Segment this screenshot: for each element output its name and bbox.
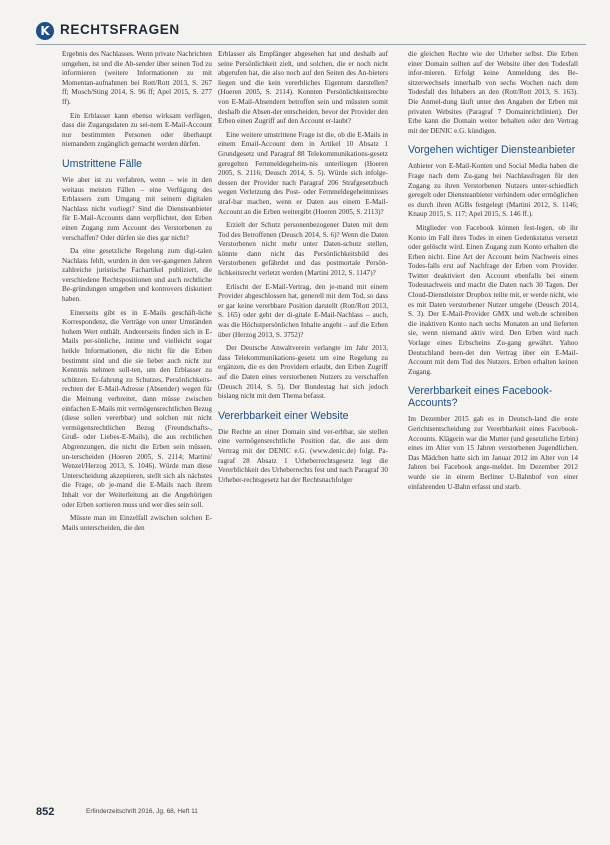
journal-citation: Erfinderzeitschrift 2016, Jg. 68, Heft 11 (86, 808, 198, 815)
body-paragraph: Erlischt der E-Mail-Vertrag, den je-mand mit einem Provider abgeschlossen hat, generell mit dem Tod, so dass er gar keine vererbbare Position darstellt (Rott/Rott 2013, S. 165) oder geht der di-gitale E-Mail-Nachlass – auch, was die Höchstpersönlichen Inhalte angeht – auf die Erben über (Herzog 2013, S. 3752)? (218, 282, 388, 339)
section-heading: Vererbbarkeit einer Website (218, 409, 349, 422)
section-badge-icon: K (36, 22, 54, 40)
page-number: 852 (36, 806, 55, 818)
body-paragraph: Im Dezember 2015 gab es in Deutsch-land die erste Gerichtsentscheidung zur Vererbbarkeit eines Facebook-Accounts. Klägerin war die Mutter (und gesetzliche Erbin) eines im Alter von 15 Jahren verstorbenen Jugendlichen. Das Mädchen hatte sich im Januar 2012 im Alter von 14 Jahren bei Facebook ange-meldet. Im Dezember 2012 wurde sie in einem Berliner U-Bahnhof von einer einfahrenden U-Bahn erfasst und starb. (408, 415, 578, 491)
body-paragraph: Wie aber ist zu verfahren, wenn – wie in den weitaus meisten Fällen – eine Verfügung des Erblassers zum Umgang mit seinem digitalen Nachlass nicht vorliegt? Sind die Diensteanbieter für E-Mail-Accounts dann verpflichtet, den Erben einen Zugang zum Account des Verstorbenen zu verschaffen? Oder dürfen sie dies gar nicht? (62, 175, 212, 242)
section-heading: Vorgehen wichtiger Diensteanbieter (408, 144, 576, 157)
body-paragraph: Der Deutsche Anwaltverein verlangte im Jahr 2013, dass Telekommunikations-gesetz um eine Regelung zu ergänzen, die es den Providern erlaubt, den Erben Zugriff auf die Daten eines verstorbenen Nutzers zu verschaffen (Deusch 2014, S. 5). Der Bundestag hat sich jedoch bislang nicht mit dem Thema befasst. (218, 344, 388, 401)
section-header (36, 20, 586, 44)
section-heading: Vererbbarkeit eines Facebook-Accounts? (408, 385, 553, 410)
body-paragraph: Ergebnis des Nachlasses. Wenn private Nachrichten umgehen, ist und die Ab-sender über seinen Tod zu informieren (weitere Informationen zu mit Momentan-aufnahmen bei Rott/Rott 2013, S. 267 ff; Mosch/Sting 2014, S. 96 ff; Apel 2015, S. 277 ff). (62, 50, 212, 106)
body-paragraph: Einerseits gibt es in E-Mails geschäft-liche Korrespondenz, die Verträge von unter Umständen hohem Wert enthält. Andererseits finden sich in E-Mails per-sönliche, intime und vielleicht sogar heikle Informationen, die nicht für die Erben bestimmt sind und die sie lieber auch nicht zur Kenntnis nehmen soll-ten, um den Erblasser zu schützen. Er-fahrung zu Schutzes, Persönlichkeits-rechten der E-Mail-Adresse (Absender) wegen für die Meinung verbreitet, dann müsse zwischen einfachen E-Mails mit vermögensrechtlichen Bezug (diese sollen vererbbar) und solchen mit nicht vermögensrechtlichen Bezug (Freundschafts-, Gruß- oder Liebes-E-Mails), die aus rechtlichen Abgrenzungen, die nicht die Erben sein müssen, un-terscheiden (Hoeren 2005, S. 2114; Martini/ Wenzel/Herzog 2013, S. 1046). Würde man diese Unterscheidung akzeptieren, stellt sich als nächstes die Frage, ob je-mand die E-Mails nach ihrem Inhalt vor der Weiterleitung an die Angehörigen oder Erben sortieren muss und wer dies sein soll. (62, 308, 212, 509)
body-paragraph: Ein Erblasser kann ebenso wirksam verfügen, dass die Zugangsdaten zu sei-nem E-Mail-Account nur bestimmten Personen oder überhaupt niemandem zugänglich gemacht werden dürfen. (62, 111, 212, 149)
body-paragraph: die gleichen Rechte wie der Urheber selbst. Die Erben einer Domain sollten auf der Website über den Todesfall infor-mieren. Erfolgt keine Anmeldung des Be-sitzerwechsels innerhalb von sechs Wochen nach dem Todesfall des Inhabers an den (Rott/Rott 2013, S. 163). Die Anmel-dung läuft unter den Angaben der Erben mit privaten Websites (Paragraf 7 Domainrichtlinien). Der Erbe kann die Domain weiter behalten oder den Vertrag mit der DENIC e.G. kündigen. (408, 50, 578, 135)
body-paragraph: Erblasser als Empfänger abgesehen hat und deshalb auf seine Persönlichkeit zielt, und solchen, die er noch nicht abgerufen hat, die also noch auf den Seiten des An-bieters liegen und die kein vererbliches Eigentum darstellen? (Hoeren 2005, S. 2114). Konnten Persönlichkeitsrechte von E-Mail-Absendern betroffen sein und müssten somit deshalb die Absen-der entscheiden, bevor der Provider den Erben einen Zugriff auf den Account er-laubt? (218, 50, 388, 126)
body-paragraph: Anbieter von E-Mail-Konten und Social Media haben die Frage nach dem Zu-gang bei Nachlassfragen für den Zugang zu ihren Verstorbenen Nutzers unter-schiedlich geregelt oder Diensteanbieter verhindern oder ermöglichen es durch ihren AGBs festgelegt (Martini 2012, S. 1146; Knaup 2015, S. 117; Apel 2015, S. 146 ff.). (408, 162, 578, 219)
column-2 (218, 50, 388, 811)
body-paragraph: Erzielt der Schutz personenbezogener Daten mit dem Tod des Betroffenen (Deusch 2014, S. 6)? Wenn die Daten Verstorbenen nicht mehr unter Daten-schutz stellen, könnte dann nicht das Persönlichkeitsbild des Verstorbenen gefährdet und das postmortale Persön-lichkeitsrecht verletzt werden (Martini 2012, S. 1147)? (218, 221, 388, 278)
column-3 (408, 50, 578, 811)
body-paragraph: Eine weitere umstrittene Frage ist die, ob die E-Mails in einem Email-Account dem in Artikel 10 Absatz 1 Grundgesetz und Paragraf 88 Telekommunikations-gesetz geregelten Fernmeldegeheim-nis unterliegen (Hoeren 2005, S. 2116; Deusch 2014, S. 5). Würde sich infolge-dessen der Provider nach Paragraf 206 Strafgesetzbuch wegen Verletzung des Post- oder Fernmeldegeheimnisses straf-bar machen, wenn er Daten aus einem E-Mail-Account an die Erben weitergibt (Hoeren 2005, S. 2113)? (218, 130, 388, 216)
section-title: RECHTSFRAGEN (60, 22, 180, 37)
page-footer (36, 804, 586, 824)
body-paragraph: Müsste man im Einzelfall zwischen solchen E-Mails unterscheiden, die den (62, 514, 212, 532)
body-paragraph: Die Rechte an einer Domain sind ver-erbbar, sie stellen eine vermögensrechtliche Position dar, die aus dem Vertrag mit der DENIC e.G. (www.denic.de) folgt. Pa-ragraf 28 Absatz 1 Urheberrechtsgesetz legt die Vererblichkeit des Urheberrechts fest und nach Paragraf 30 Urheber-rechtsgesetz hat der Rechtsnachfolger (218, 427, 388, 484)
body-paragraph: Mitglieder von Facebook können fest-legen, ob ihr Konto im Fall ihres Todes in einen Gedenkstatus versetzt oder gelöscht wird. Einen Zugang zum Konto erhalten die Erben nicht. Eine Art der Account beim Nachweis eines Todes-falls erst auf Nachfrage der Erben vom Provider. Twitter deaktiviert den Account ebenfalls bei einem Todesnachweis und macht die Daten nach 30 Tagen. Der Cloud-Dienstleister Dropbox teilte mit, er werde nicht, wie es mit Daten verstorbener Nutzer umgehe (Deusch 2014, S. 3). Der E-Mail-Provider GMX und web.de schreiben die inaktiven Konto nach sechs Monaten an und lieferten sie, wenn niemand aktiv wird. Den Erben wird nach Vorlage eines Erbscheins Zu-gang gewährt. Yahoo Deutschland been-det den Vertrag über ein E-Mail-Account mit dem Tod des Nutzers. Erben erhalten keinen Zugang. (408, 223, 578, 376)
header-divider (36, 44, 586, 45)
section-heading: Umstrittene Fälle (62, 157, 143, 170)
body-paragraph: Da eine gesetzliche Regelung zum digi-talen Nachlass fehlt, wurden in den ver-gangenen Jahren zahlreiche juristische Fachartikel publiziert, die verschiedene Rechtspositionen und auch rechtliche Be-gründungen umgeben und kontrovers diskutiert haben. (62, 247, 212, 304)
column-1 (62, 50, 212, 811)
